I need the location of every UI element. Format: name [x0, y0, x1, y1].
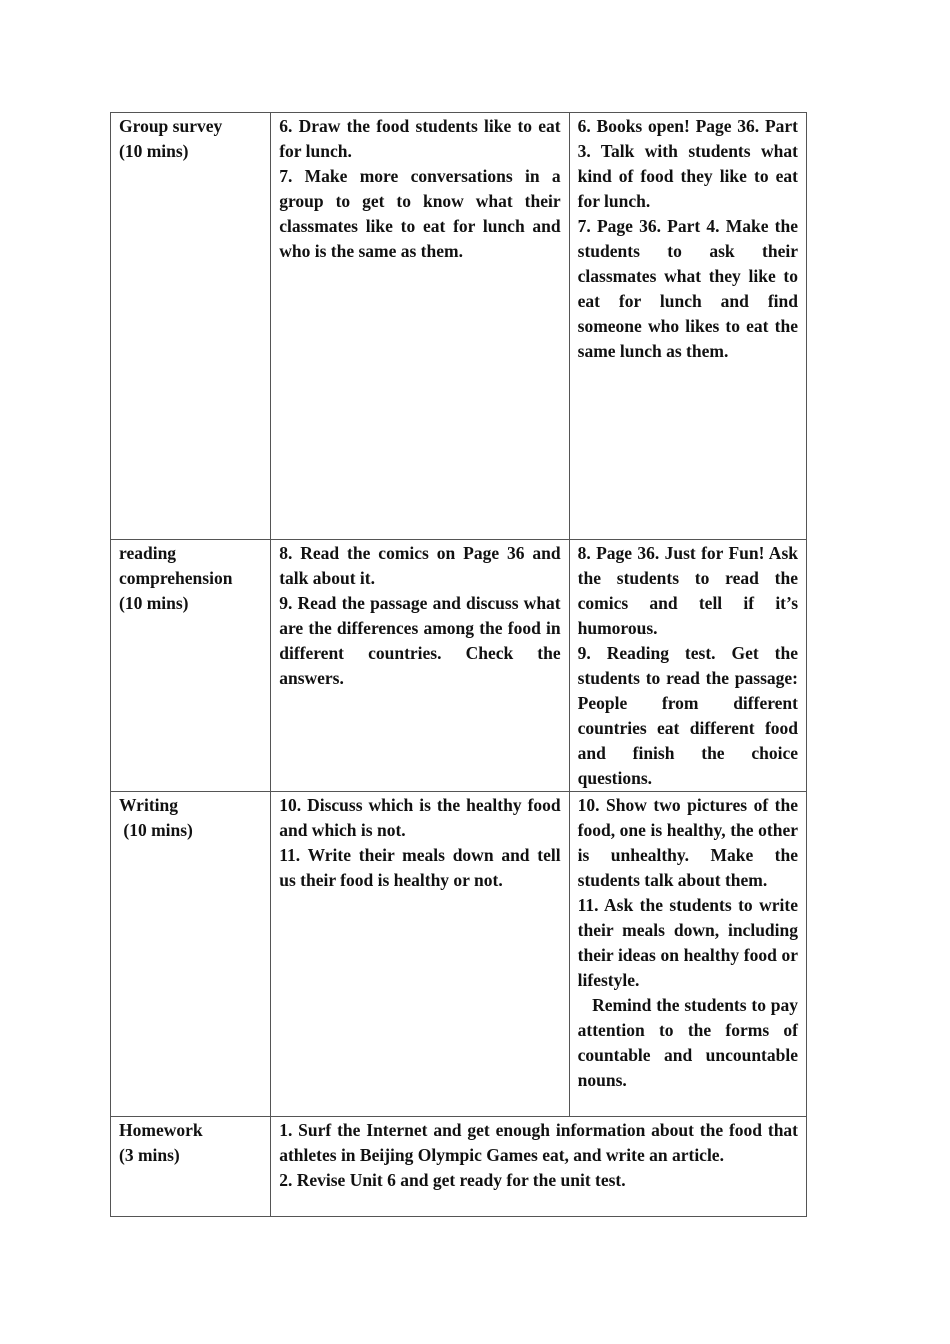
- student-activity-cell: [271, 792, 569, 1117]
- teacher-activity-cell: [569, 540, 806, 792]
- homework-item: 2. Revise Unit 6 and get ready for the unit test.: [279, 1170, 626, 1190]
- student-activity-item: 11. Write their meals down and tell us their food is healthy or not.: [279, 845, 561, 890]
- student-activity-cell: [271, 540, 569, 792]
- stage-duration: (10 mins): [119, 820, 193, 840]
- stage-name: Writing: [119, 795, 178, 815]
- student-activity-item: 10. Discuss which is the healthy food and which is not.: [279, 795, 561, 840]
- table-row-group-survey: [111, 113, 807, 540]
- stage-cell: [111, 1117, 271, 1217]
- stage-name: reading: [119, 543, 177, 563]
- lesson-plan-table: [110, 112, 807, 1217]
- student-activity-item: 9. Read the passage and discuss what are the differences among the food in different countries. Check the answers.: [279, 593, 561, 688]
- teacher-activity-item: 11. Ask the students to write their meals down, including their ideas on healthy food or lifestyle.: [577, 895, 798, 990]
- stage-cell: [111, 792, 271, 1117]
- teacher-activity-item: 9. Reading test. Get the students to read the passage: People from different countries eat different food and finish the choice questions.: [577, 643, 798, 788]
- stage-name: Group survey: [119, 116, 223, 136]
- stage-cell: [111, 113, 271, 540]
- student-activity-cell: [271, 113, 569, 540]
- student-activity-item: 7. Make more conversations in a group to get to know what their classmates like to eat for lunch and who is the same as them.: [279, 166, 561, 261]
- table-row-homework: [111, 1117, 807, 1217]
- teacher-activity-item: 6. Books open! Page 36. Part 3. Talk with students what kind of food they like to eat for lunch.: [577, 116, 798, 211]
- student-activity-item: 6. Draw the food students like to eat for lunch.: [279, 116, 561, 161]
- teacher-activity-cell: [569, 792, 806, 1117]
- stage-duration: (10 mins): [119, 141, 189, 161]
- table-row-reading-comprehension: [111, 540, 807, 792]
- stage-duration: (3 mins): [119, 1145, 180, 1165]
- student-activity-item: 8. Read the comics on Page 36 and talk about it.: [279, 543, 561, 588]
- teacher-activity-item: 10. Show two pictures of the food, one is healthy, the other is unhealthy. Make the students talk about them.: [577, 795, 798, 890]
- table-row-writing: [111, 792, 807, 1117]
- stage-name: comprehension: [119, 568, 233, 588]
- teacher-activity-note: Remind the students to pay attention to the forms of countable and uncountable nouns.: [577, 995, 803, 1090]
- homework-cell: [271, 1117, 807, 1217]
- teacher-activity-cell: [569, 113, 806, 540]
- teacher-activity-item: 8. Page 36. Just for Fun! Ask the students to read the comics and tell if it’s humorous.: [577, 543, 798, 638]
- stage-duration: (10 mins): [119, 593, 189, 613]
- stage-name: Homework: [119, 1120, 203, 1140]
- teacher-activity-item: 7. Page 36. Part 4. Make the students to ask their classmates what they like to eat for lunch and find someone who likes to eat the same lunch as them.: [577, 216, 798, 361]
- stage-cell: [111, 540, 271, 792]
- homework-item: 1. Surf the Internet and get enough information about the food that athletes in Beijing Olympic Games eat, and write an article.: [279, 1120, 798, 1165]
